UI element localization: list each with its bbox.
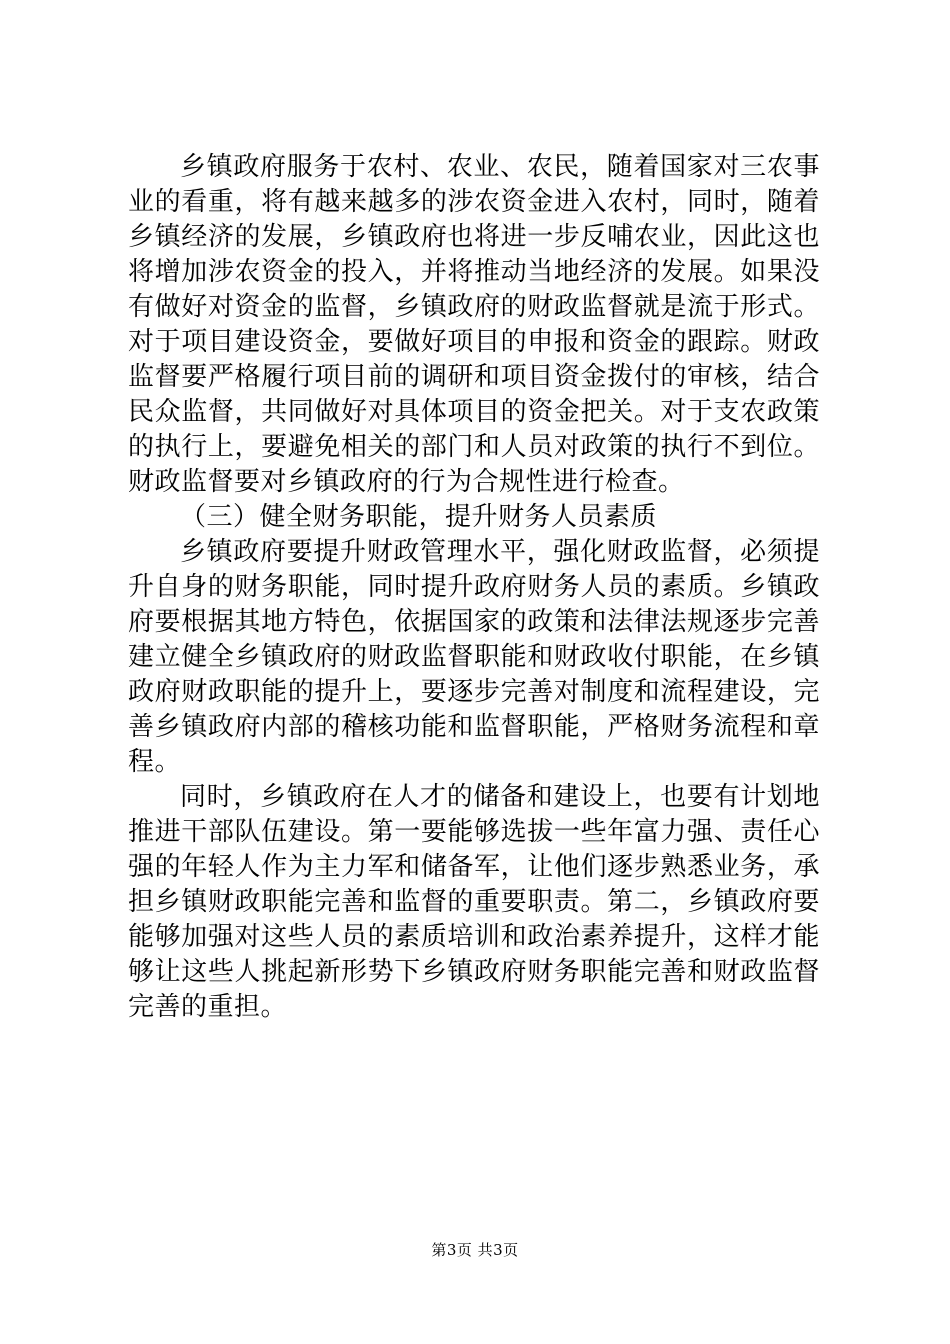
paragraph-talent-building: 同时，乡镇政府在人才的储备和建设上，也要有计划地推进干部队伍建设。第一要能够选拔一些年富力强、责任心强的年轻人作为主力军和储备军，让他们逐步熟悉业务，承担乡镇财政职能完善和监督的重要职责。第二，乡镇政府要能够加强对这些人员的素质培训和政治素养提升，这样才能够让这些人挑起新形势下乡镇政府财务职能完善和财政监督完善的重担。: [128, 782, 820, 1022]
section-heading: （三）健全财务职能，提升财务人员素质: [180, 502, 658, 532]
paragraph-finance-functions: 乡镇政府要提升财政管理水平，强化财政监督，必须提升自身的财务职能，同时提升政府财务人员的素质。乡镇政府要根据其地方特色，依据国家的政策和法律法规逐步完善建立健全乡镇政府的财政监督职能和财政收付职能，在乡镇政府财政职能的提升上，要逐步完善对制度和流程建设，完善乡镇政府内部的稽核功能和监督职能，严格财务流程和章程。: [128, 537, 820, 777]
paragraph-funds-supervision: 乡镇政府服务于农村、农业、农民，随着国家对三农事业的看重，将有越来越多的涉农资金进入农村，同时，随着乡镇经济的发展，乡镇政府也将进一步反哺农业，因此这也将增加涉农资金的投入，并将推动当地经济的发展。如果没有做好对资金的监督，乡镇政府的财政监督就是流于形式。对于项目建设资金，要做好项目的申报和资金的跟踪。财政监督要严格履行项目前的调研和项目资金拨付的审核，结合民众监督，共同做好对具体项目的资金把关。对于支农政策的执行上，要避免相关的部门和人员对政策的执行不到位。财政监督要对乡镇政府的行为合规性进行检查。: [128, 152, 820, 497]
document-body: [128, 150, 820, 1025]
page-number-footer: 第3页 共3页: [431, 1241, 519, 1259]
